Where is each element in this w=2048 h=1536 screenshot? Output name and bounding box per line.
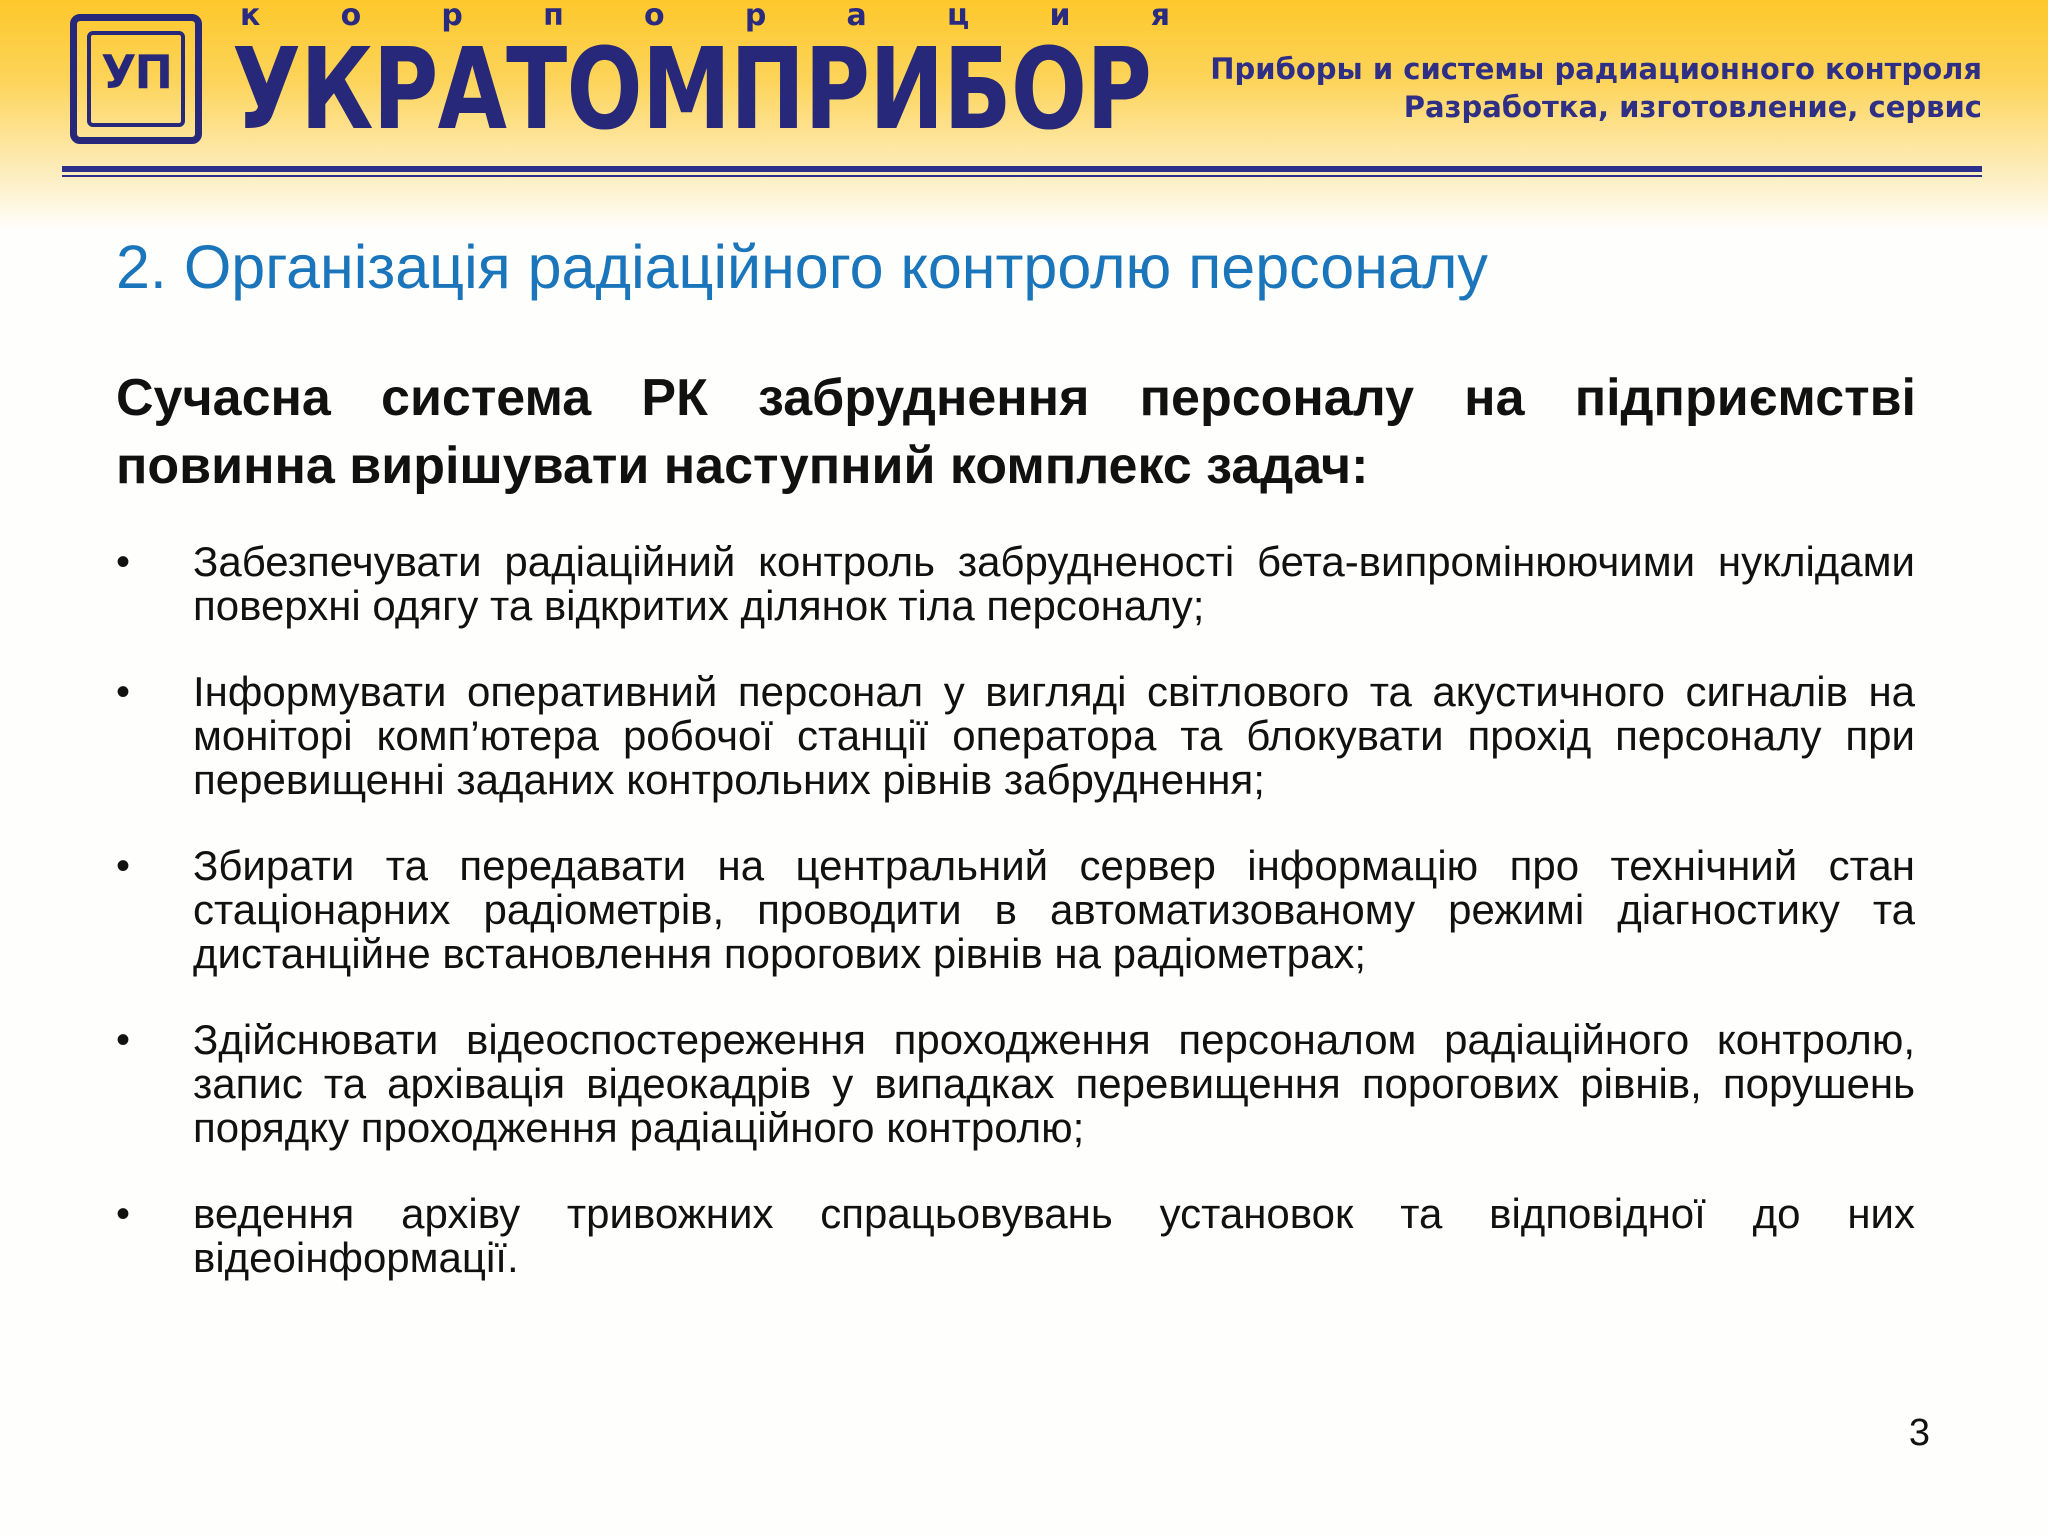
logo-tagline-letter: я (1150, 0, 1170, 33)
header-divider-thick (62, 166, 1982, 172)
logo-tagline-letter: а (846, 0, 867, 33)
bullet-icon: • (116, 540, 131, 584)
bullet-icon: • (116, 1018, 131, 1062)
logo-tagline-letter: р (744, 0, 767, 33)
logo-emblem-letters: УП (101, 45, 171, 99)
bullet-icon: • (116, 1192, 131, 1236)
bullet-icon: • (116, 670, 131, 714)
list-item-text: Інформувати оперативний персонал у вигляді світлового та акустичного сигналів на моніторі комп’ютера робочої станції оператора та блокувати прохід персоналу при перевищенні заданих контрольних рівнів забруднення; (193, 668, 1915, 803)
list-item (0, 540, 2048, 628)
list-item (0, 670, 2048, 802)
logo-tagline-letter: и (1049, 0, 1071, 33)
logo-tagline-letter: п (543, 0, 564, 33)
intro-paragraph: Сучасна система РК забруднення персоналу на підприємстві повинна вирішувати наступний комплекс задач: (116, 369, 1916, 495)
list-item (0, 1018, 2048, 1150)
slide-title: 2. Організація радіаційного контролю персоналу (116, 233, 1488, 301)
logo-tagline-letter: к (240, 0, 261, 33)
task-bullet-list (0, 540, 2048, 1322)
list-item-text: Здійснювати відеоспостереження проходження персоналом радіаційного контролю, запис та архівація відеокадрів у випадках перевищення порогових рівнів, порушень порядку проходження радіаційного контролю; (193, 1016, 1915, 1151)
list-item-text: Забезпечувати радіаційний контроль забрудненості бета-випромінюючими нуклідами поверхні одягу та відкритих ділянок тіла персоналу; (193, 538, 1915, 629)
list-item (0, 1192, 2048, 1280)
logo-tagline-letter: ц (947, 0, 970, 33)
list-item-text: ведення архіву тривожних спрацьовувань установок та відповідної до них відеоінформації. (193, 1190, 1915, 1281)
page-number: 3 (1908, 1412, 1930, 1454)
header-slogan-line-1: Приборы и системы радиационного контроля (1210, 52, 1982, 86)
bullet-icon: • (116, 844, 131, 888)
list-item-text: Збирати та передавати на центральний сервер інформацію про технічний стан стаціонарних радіометрів, проводити в автоматизованому режимі діагностику та дистанційне встановлення порогових рівнів на радіометрах; (193, 842, 1915, 977)
list-item (0, 844, 2048, 976)
logo-tagline-letter: о (644, 0, 665, 33)
header-slogan-line-2: Разработка, изготовление, сервис (1403, 90, 1982, 124)
logo-emblem (70, 14, 202, 144)
header-divider-thin (62, 175, 1982, 177)
company-logo-name: УКРАТОМПРИБОР (232, 25, 1152, 155)
logo-tagline-letter: о (340, 0, 362, 33)
logo-tagline-letter: р (441, 0, 463, 33)
